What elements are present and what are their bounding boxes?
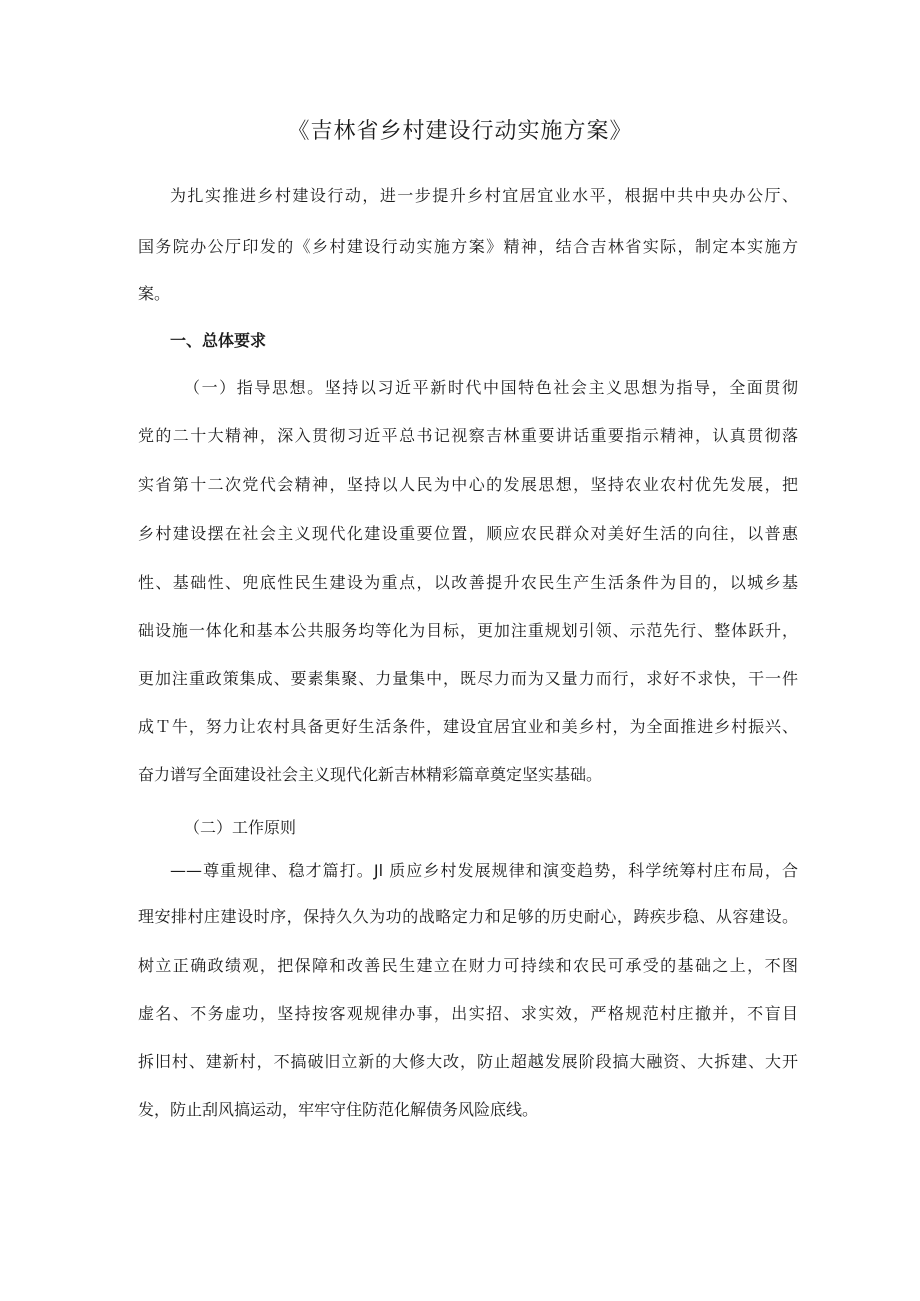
paragraph-line: 党的二十大精神，深入贯彻习近平总书记视察吉林重要讲话重要指示精神，认真贯彻落 [138,426,798,445]
paragraph-line: 国务院办公厅印发的《乡村建设行动实施方案》精神，结合吉林省实际，制定本实施方 [138,237,798,256]
paragraph-line: 实省第十二次党代会精神，坚持以人民为中心的发展思想，坚持农业农村优先发展，把 [138,475,798,494]
paragraph-line: 拆旧村、建新村，不搞破旧立新的大修大改，防止超越发展阶段搞大融资、大拆建、大开 [138,1052,798,1071]
paragraph-line: 为扎实推进乡村建设行动，进一步提升乡村宜居宜业水平，根据中共中央办公厅、 [170,186,798,205]
paragraph-line: 础设施一体化和基本公共服务均等化为目标，更加注重规划引领、示范先行、整体跃升， [138,621,798,640]
paragraph-line: 乡村建设摆在社会主义现代化建设重要位置，顺应农民群众对美好生活的向往，以普惠 [138,524,798,543]
paragraph-line: （一）指导思想。坚持以习近平新时代中国特色社会主义思想为指导，全面贯彻 [184,378,798,397]
paragraph-line: ——尊重规律、稳才篇打。Jl 质应乡村发展规律和演变趋势，科学统筹村庄布局，合 [170,861,798,880]
paragraph-line: 发，防止刮风搞运动，牢牢守住防范化解债务风险底线。 [138,1100,539,1119]
paragraph-line: 成Ｔ牛，努力让农村具备更好生活条件，建设宜居宜业和美乡村，为全面推进乡村振兴、 [138,717,798,736]
subsection-heading: （二）工作原则 [184,818,297,837]
document-title: 《吉林省乡村建设行动实施方案》 [287,119,633,144]
paragraph-line: 案。 [138,284,171,303]
paragraph-line: 树立正确政绩观，把保障和改善民生建立在财力可持续和农民可承受的基础之上，不图 [138,956,798,975]
paragraph-line: 理安排村庄建设时序，保持久久为功的战略定力和足够的历史耐心，踌疾步稳、从容建设。 [138,907,798,926]
paragraph-line: 奋力谱写全面建设社会主义现代化新吉林精彩篇章奠定坚实基础。 [138,765,603,784]
paragraph-line: 性、基础性、兜底性民生建设为重点，以改善提升农民生产生活条件为目的，以城乡基 [138,573,798,592]
paragraph-line: 虚名、不务虚功，坚持按客观规律办事，出实招、求实效，严格规范村庄撤并，不盲目 [138,1004,798,1023]
paragraph-line: 更加注重政策集成、要素集聚、力量集中，既尽力而为又量力而行，求好不求快，干一件 [138,669,798,688]
section-heading: 一、总体要求 [170,331,267,350]
